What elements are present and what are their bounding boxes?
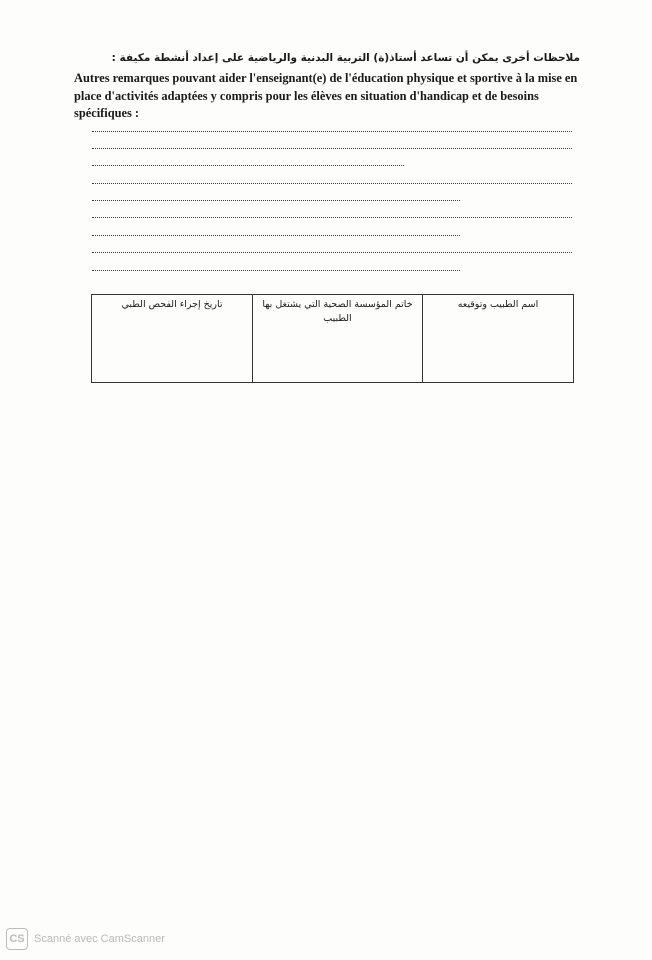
camscanner-logo-icon: CS — [6, 928, 28, 950]
arabic-heading: ملاحظات أخرى يمكن أن تساعد أستاذ(ة) التربية البدنية والرياضية على إعداد أنشطة مكيفة : — [111, 52, 580, 64]
dotted-line — [92, 131, 572, 132]
doctor-name-signature-cell: اسم الطبيب وتوقيعه — [457, 299, 539, 310]
dotted-line — [92, 270, 460, 271]
exam-date-cell: تاريخ إجراء الفحص الطبي — [121, 299, 223, 310]
dotted-line — [92, 200, 460, 201]
dotted-line — [92, 252, 572, 253]
dotted-line — [92, 148, 572, 149]
french-remarks-prompt: Autres remarques pouvant aider l'enseignant(e) de l'éducation physique et sportive à la mise en place d'activités adaptées y compris pour les élèves en situation d'handicap et de besoins spécifiques : — [74, 71, 578, 120]
dotted-line — [92, 183, 572, 184]
dotted-line — [92, 235, 460, 236]
scanner-watermark-text: Scanné avec CamScanner — [34, 933, 165, 945]
scanner-watermark — [6, 928, 165, 950]
health-facility-stamp-cell: خاتم المؤسسة الصحية التي يشتغل بها الطبيب — [252, 295, 423, 382]
dotted-line — [92, 217, 572, 218]
dotted-line — [92, 165, 404, 166]
signature-table — [91, 294, 574, 383]
